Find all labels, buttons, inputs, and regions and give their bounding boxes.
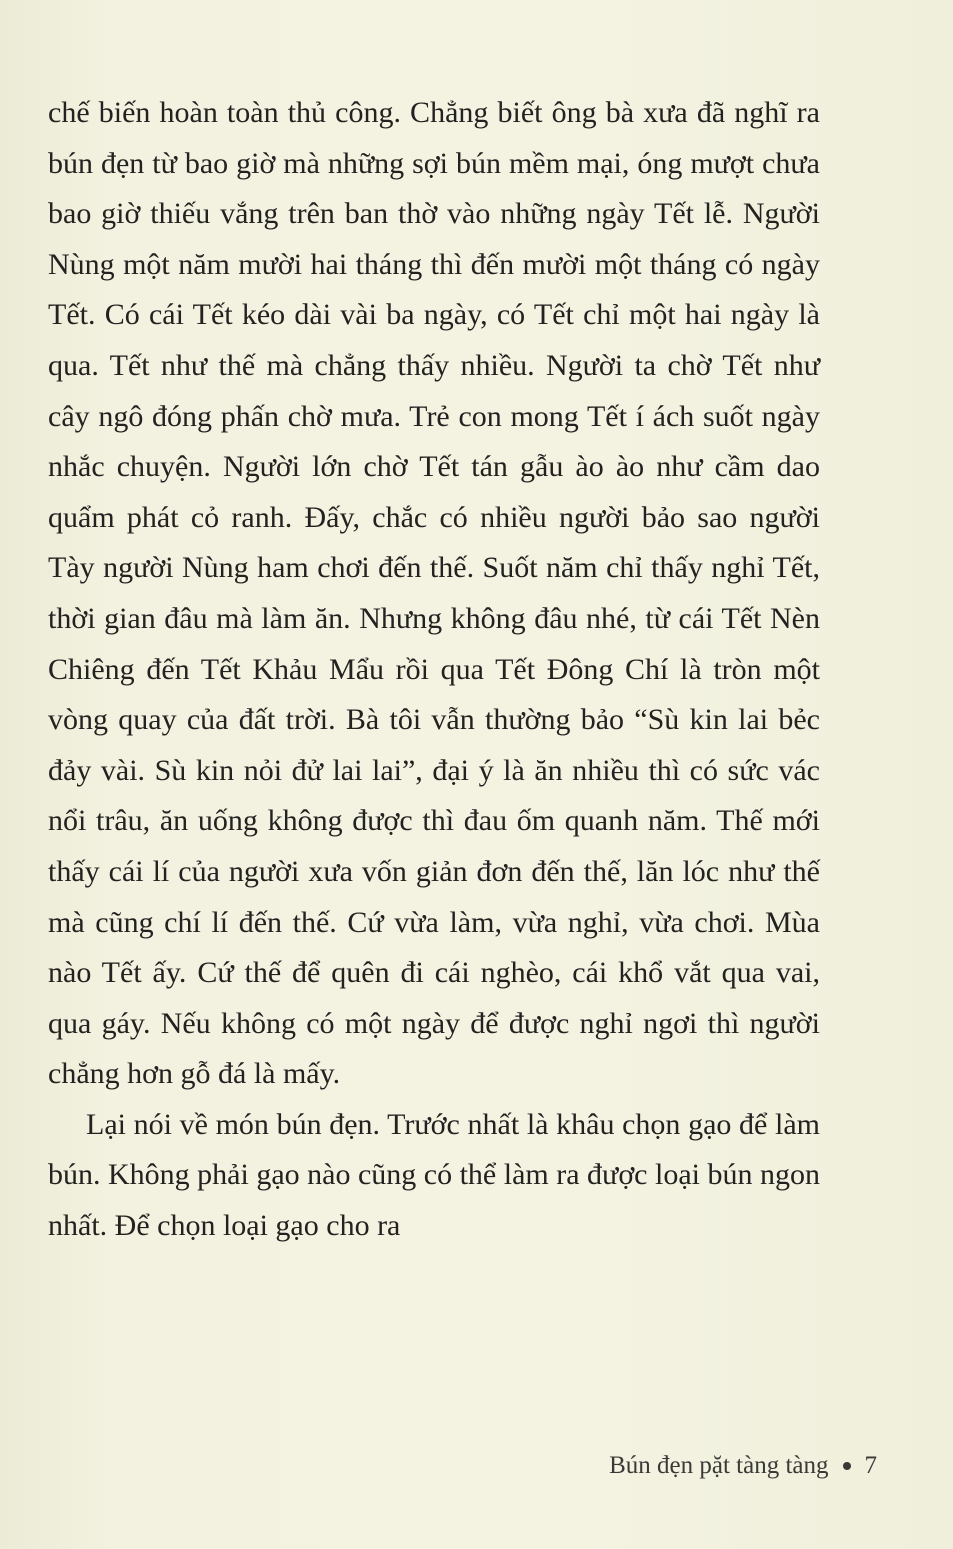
paragraph-1: chế biến hoàn toàn thủ công. Chẳng biết ông bà xưa đã nghĩ ra bún đẹn từ bao giờ mà những sợi bún mềm mại, óng mượt chưa bao giờ thiếu vắng trên ban thờ vào những ngày Tết lễ. Người Nùng một năm mười hai tháng thì đến mười một tháng có ngày Tết. Có cái Tết kéo dài vài ba ngày, có Tết chỉ một hai ngày là qua. Tết như thế mà chẳng thấy nhiều. Người ta chờ Tết như cây ngô đóng phấn chờ mưa. Trẻ con mong Tết í ách suốt ngày nhắc chuyện. Người lớn chờ Tết tán gẫu ào ào như cầm dao quẩm phát cỏ ranh. Đấy, chắc có nhiều người bảo sao người Tày người Nùng ham chơi đến thế. Suốt năm chỉ thấy nghỉ Tết, thời gian đâu mà làm ăn. Nhưng không đâu nhé, từ cái Tết Nèn Chiêng đến Tết Khảu Mẩu rồi qua Tết Đông Chí là tròn một vòng quay của đất trời. Bà tôi vẫn thường bảo “Sù kin lai bẻc đảy vài. Sù kin nỏi đử lai lai”, đại ý là ăn nhiều thì có sức vác nổi trâu, ăn uống không được thì đau ốm quanh năm. Thế mới thấy cái lí của người xưa vốn giản đơn đến thế, lăn lóc như thế mà cũng chí lí đến thế. Cứ vừa làm, vừa nghỉ, vừa chơi. Mùa nào Tết ấy. Cứ thế để quên đi cái nghèo, cái khổ vắt qua vai, qua gáy. Nếu không có một ngày để được nghỉ ngơi thì người chẳng hơn gỗ đá là mấy.	[48, 96, 820, 1091]
bullet-icon	[843, 1462, 851, 1470]
page-footer	[609, 1452, 877, 1480]
running-title: Bún đẹn pặt tàng tàng	[609, 1452, 829, 1479]
paragraph-2: Lại nói về món bún đẹn. Trước nhất là khâu chọn gạo để làm bún. Không phải gạo nào cũng có thể làm ra được loại bún ngon nhất. Để chọn loại gạo cho ra	[48, 1107, 820, 1243]
page-number: 7	[864, 1452, 877, 1479]
body-text	[48, 88, 820, 1252]
